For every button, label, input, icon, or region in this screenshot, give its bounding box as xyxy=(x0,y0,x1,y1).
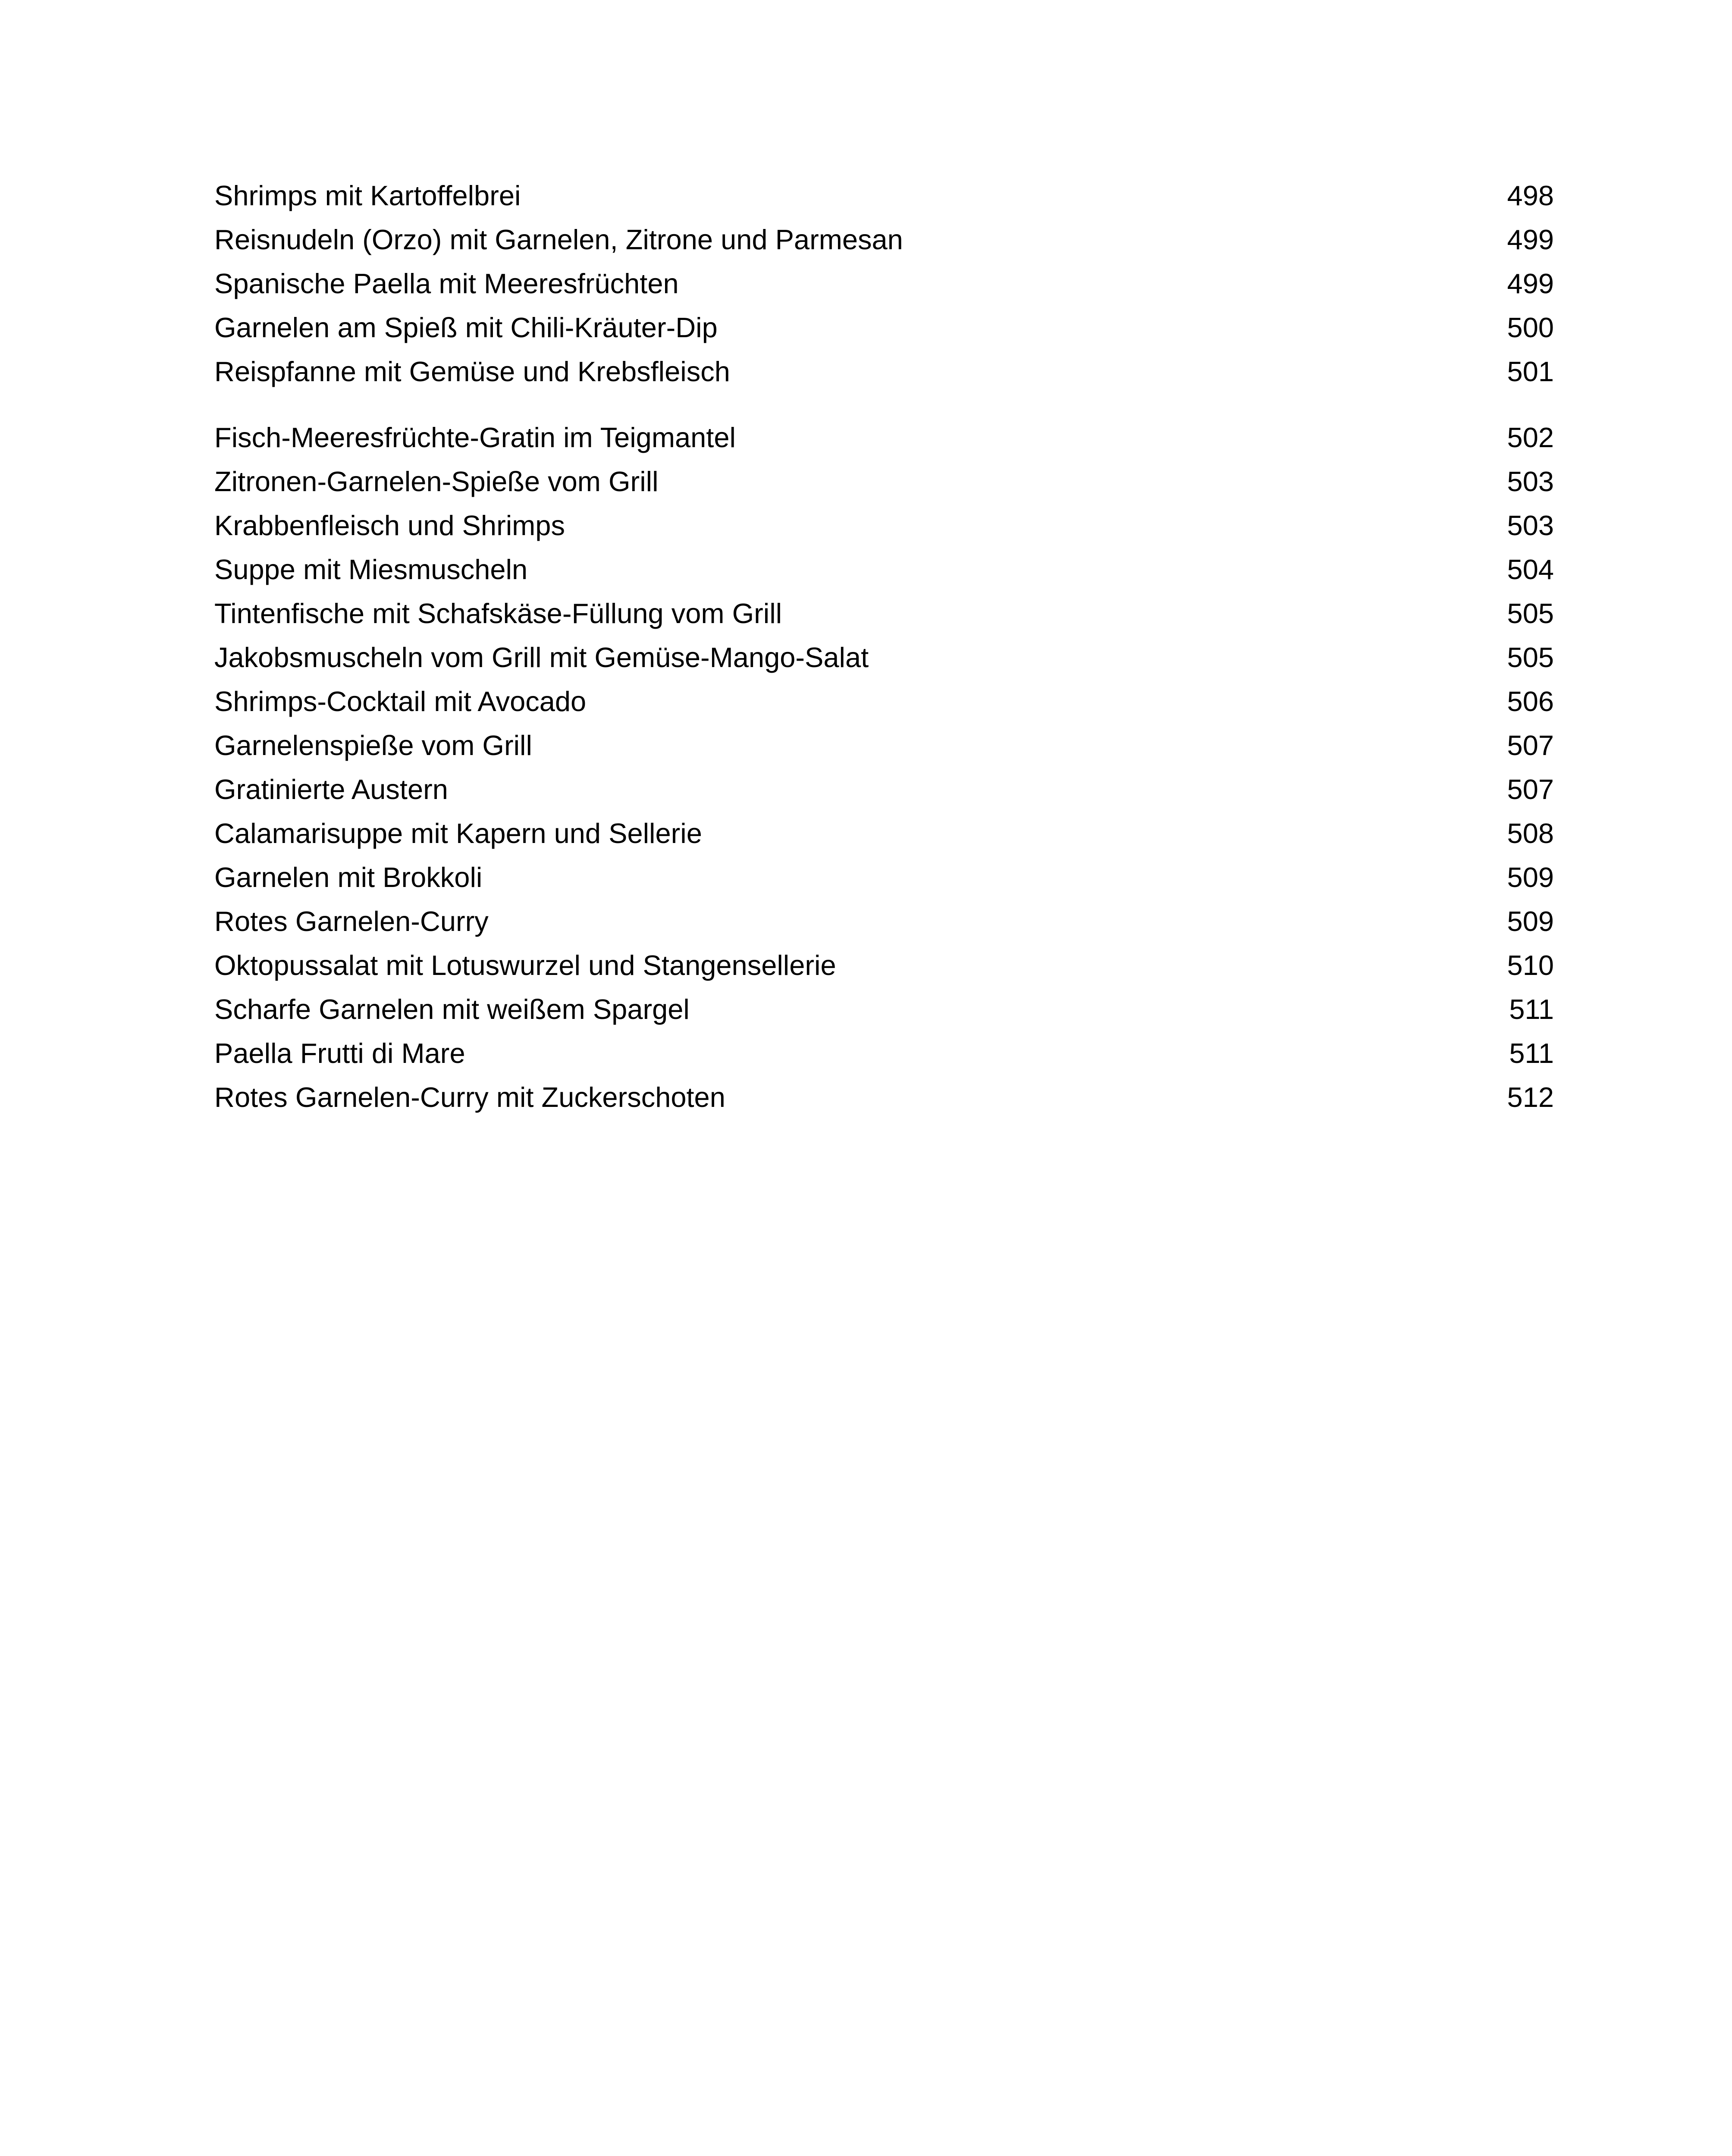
toc-entry xyxy=(214,680,1554,724)
toc-entry-title: Krabbenfleisch und Shrimps xyxy=(214,510,565,541)
toc-entry-title: Paella Frutti di Mare xyxy=(214,1037,465,1069)
toc-entry xyxy=(214,812,1554,856)
toc-entry-title: Reisnudeln (Orzo) mit Garnelen, Zitrone und Parmesan xyxy=(214,224,903,255)
toc-entry-page-number: 499 xyxy=(1507,224,1554,255)
toc-entry-title: Reispfanne mit Gemüse und Krebsfleisch xyxy=(214,356,730,387)
toc-entry-page-number: 511 xyxy=(1509,993,1554,1025)
toc-entry-title: Scharfe Garnelen mit weißem Spargel xyxy=(214,993,690,1025)
toc-entry-page-number: 511 xyxy=(1509,1037,1554,1069)
toc-entry xyxy=(214,1031,1554,1075)
toc-entry xyxy=(214,218,1554,262)
toc-entry-title: Rotes Garnelen-Curry mit Zuckerschoten xyxy=(214,1081,725,1113)
toc-entry-page-number: 507 xyxy=(1507,774,1554,805)
toc-entry-page-number: 512 xyxy=(1507,1081,1554,1113)
toc-entry-title: Shrimps mit Kartoffelbrei xyxy=(214,180,521,211)
toc-entry xyxy=(214,592,1554,636)
toc-entry-page-number: 507 xyxy=(1507,730,1554,761)
toc-entry-title: Suppe mit Miesmuscheln xyxy=(214,554,528,585)
toc-entry-title: Calamarisuppe mit Kapern und Sellerie xyxy=(214,818,702,849)
toc-entry-title: Shrimps-Cocktail mit Avocado xyxy=(214,686,587,717)
toc-entry-title: Spanische Paella mit Meeresfrüchten xyxy=(214,268,679,299)
toc-entry xyxy=(214,350,1554,394)
toc-entry-page-number: 506 xyxy=(1507,686,1554,717)
toc-entry xyxy=(214,416,1554,460)
toc-entry xyxy=(214,943,1554,987)
toc-entry-page-number: 509 xyxy=(1507,906,1554,937)
toc-group xyxy=(214,416,1554,1119)
toc-entry-title: Tintenfische mit Schafskäse-Füllung vom Grill xyxy=(214,598,782,629)
toc-entry-page-number: 510 xyxy=(1507,950,1554,981)
toc-entry-title: Rotes Garnelen-Curry xyxy=(214,906,489,937)
toc-entry xyxy=(214,504,1554,548)
toc-entry xyxy=(214,987,1554,1031)
toc-entry-page-number: 503 xyxy=(1507,510,1554,541)
toc-entry xyxy=(214,306,1554,350)
toc-entry-page-number: 499 xyxy=(1507,268,1554,299)
toc-entry-page-number: 500 xyxy=(1507,312,1554,343)
toc-entry xyxy=(214,548,1554,592)
toc-entry-page-number: 498 xyxy=(1507,180,1554,211)
toc-entry-page-number: 505 xyxy=(1507,642,1554,673)
toc-entry xyxy=(214,460,1554,504)
toc-entry-title: Gratinierte Austern xyxy=(214,774,448,805)
toc-entry-page-number: 502 xyxy=(1507,422,1554,453)
toc-entry xyxy=(214,856,1554,899)
table-of-contents xyxy=(214,174,1554,1119)
toc-entry-page-number: 503 xyxy=(1507,466,1554,497)
toc-entry-title: Oktopussalat mit Lotuswurzel und Stangensellerie xyxy=(214,950,836,981)
toc-entry xyxy=(214,768,1554,812)
toc-entry-title: Zitronen-Garnelen-Spieße vom Grill xyxy=(214,466,659,497)
toc-entry-page-number: 509 xyxy=(1507,862,1554,893)
toc-entry-page-number: 505 xyxy=(1507,598,1554,629)
toc-entry xyxy=(214,899,1554,943)
toc-entry-title: Garnelenspieße vom Grill xyxy=(214,730,532,761)
toc-entry xyxy=(214,174,1554,218)
toc-entry xyxy=(214,636,1554,680)
toc-entry-title: Jakobsmuscheln vom Grill mit Gemüse-Mango-Salat xyxy=(214,642,869,673)
toc-entry xyxy=(214,1075,1554,1119)
toc-entry-page-number: 508 xyxy=(1507,818,1554,849)
toc-entry-page-number: 501 xyxy=(1507,356,1554,387)
toc-entry xyxy=(214,262,1554,306)
toc-entry xyxy=(214,724,1554,768)
toc-entry-page-number: 504 xyxy=(1507,554,1554,585)
toc-entry-title: Fisch-Meeresfrüchte-Gratin im Teigmantel xyxy=(214,422,736,453)
toc-group xyxy=(214,174,1554,394)
toc-entry-title: Garnelen am Spieß mit Chili-Kräuter-Dip xyxy=(214,312,718,343)
toc-entry-title: Garnelen mit Brokkoli xyxy=(214,862,483,893)
